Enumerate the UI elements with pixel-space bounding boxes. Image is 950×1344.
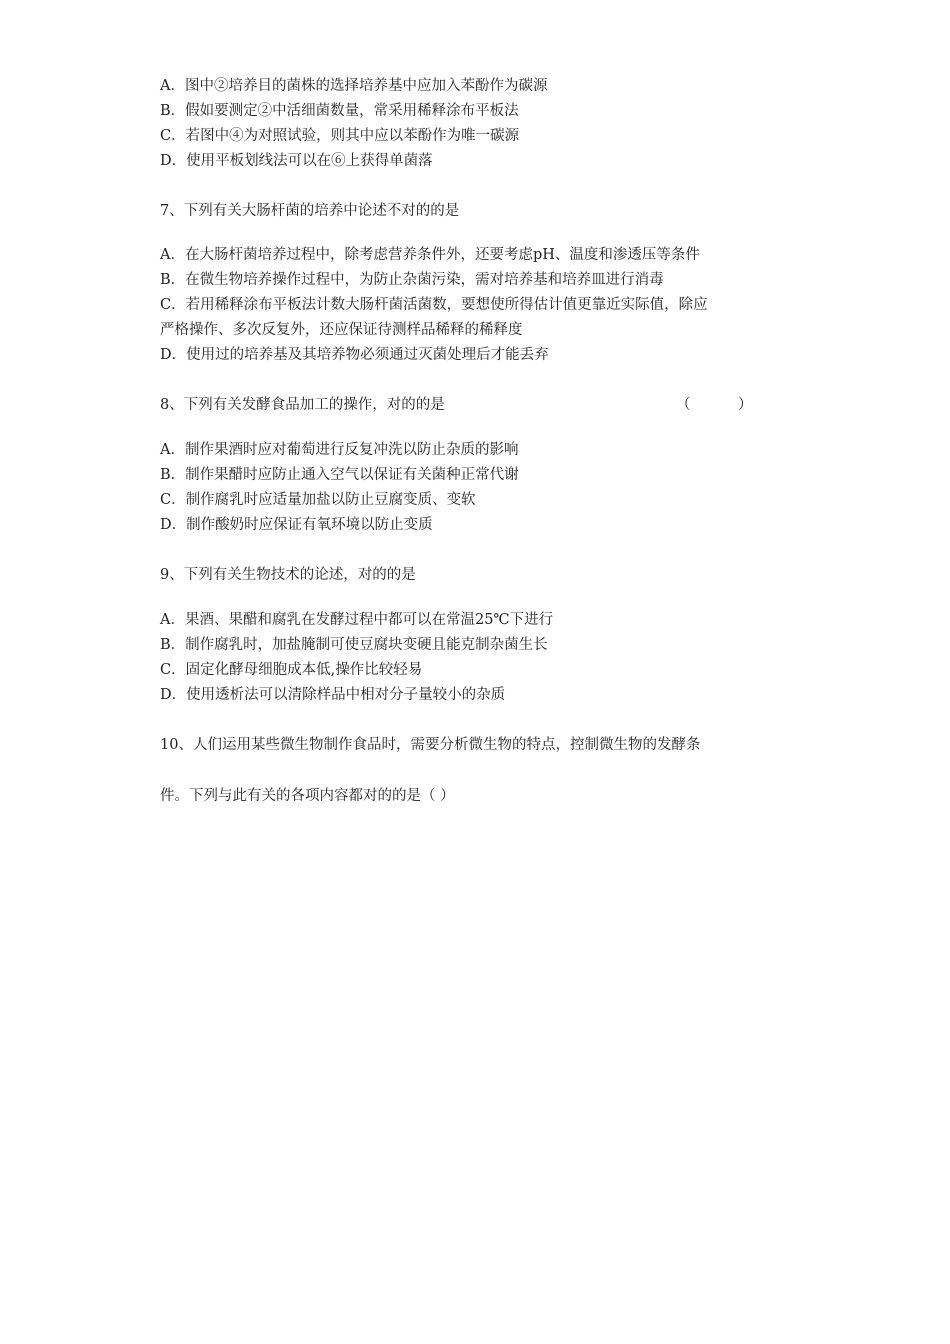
- q7-stem: 7、下列有关大肠杆菌的培养中论述不对的的是: [160, 203, 460, 219]
- q8-option-a: A．制作果酒时应对葡萄进行反复冲洗以防止杂质的影响: [160, 442, 519, 458]
- q8-option-c: C．制作腐乳时应适量加盐以防止豆腐变质、变软: [160, 492, 476, 508]
- q6-option-c: C．若图中④为对照试验，则其中应以苯酚作为唯一碳源: [160, 128, 520, 144]
- q9-option-a: A．果酒、果醋和腐乳在发酵过程中都可以在常温25℃下进行: [160, 612, 554, 628]
- q7-option-d: D．使用过的培养基及其培养物必须通过灭菌处理后才能丢弃: [160, 347, 549, 363]
- q8-option-d: D．制作酸奶时应保证有氧环境以防止变质: [160, 517, 433, 533]
- q8-stem: 8、下列有关发酵食品加工的操作，对的的是: [160, 397, 445, 413]
- q6-option-b: B．假如要测定②中活细菌数量，常采用稀释涂布平板法: [160, 103, 519, 119]
- q7-option-c-continued: 严格操作、多次反复外，还应保证待测样品稀释的稀释度: [160, 322, 523, 338]
- q9-option-b: B．制作腐乳时，加盐腌制可使豆腐块变硬且能克制杂菌生长: [160, 637, 548, 653]
- q9-option-d: D．使用透析法可以清除样品中相对分子量较小的杂质: [160, 687, 506, 703]
- q7-option-b: B．在微生物培养操作过程中，为防止杂菌污染，需对培养基和培养皿进行消毒: [160, 272, 664, 288]
- q7-option-a: A．在大肠杆菌培养过程中，除考虑营养条件外，还要考虑pH、温度和渗透压等条件: [160, 247, 700, 263]
- q6-option-d: D．使用平板划线法可以在⑥上获得单菌落: [160, 153, 433, 169]
- q8-option-b: B．制作果醋时应防止通入空气以保证有关菌种正常代谢: [160, 467, 519, 483]
- q8-answer-paren-close: ）: [738, 397, 753, 413]
- q10-stem-line1: 10、人们运用某些微生物制作食品时，需要分析微生物的特点，控制微生物的发酵条: [160, 737, 701, 753]
- q10-stem-line2: 件。下列与此有关的各项内容都对的的是（ ）: [160, 788, 455, 804]
- q9-option-c: C．固定化酵母细胞成本低,操作比较轻易: [160, 662, 423, 678]
- q7-option-c: C．若用稀释涂布平板法计数大肠杆菌活菌数，要想使所得估计值更靠近实际值，除应: [160, 297, 708, 313]
- q9-stem: 9、下列有关生物技术的论述，对的的是: [160, 567, 416, 583]
- q6-option-a: A．图中②培养目的菌株的选择培养基中应加入苯酚作为碳源: [160, 78, 548, 94]
- q8-answer-paren-open: （: [676, 397, 691, 413]
